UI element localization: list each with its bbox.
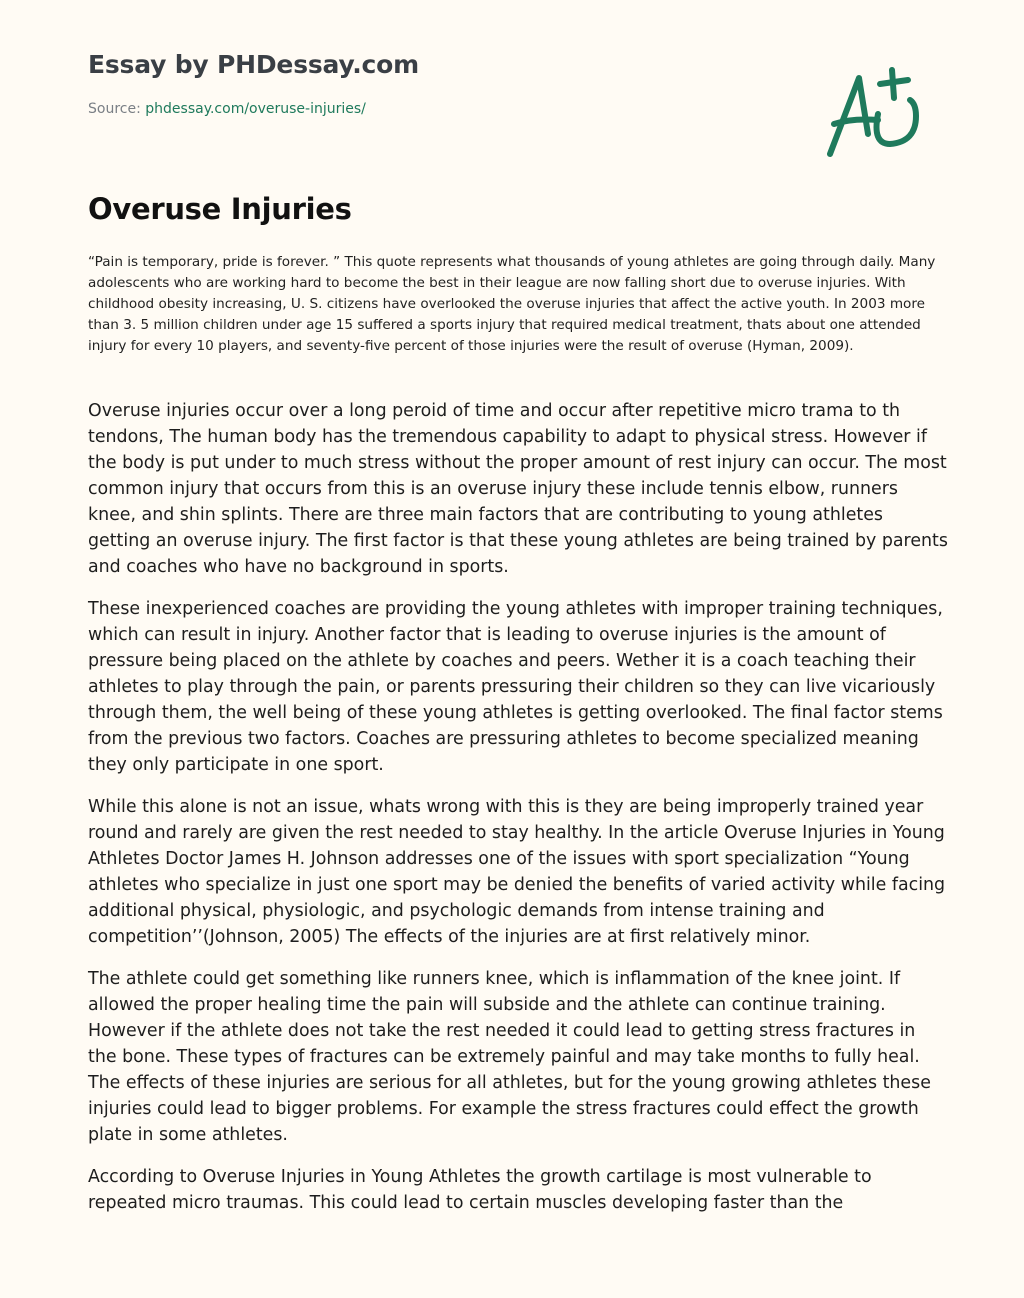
essay-intro: “Pain is temporary, pride is forever. ” This quote represents what thousands of young athletes are going through daily. Many adolescents who are working hard to become the best in their league are now falling short due to overuse injuries. With childhood obesity increasing, U. S. citizens have overlooked the overuse injuries that affect the active youth. In 2003 more than 3. 5 million children under age 15 suffered a sports injury that required medical treatment, thats about one attended injury for every 10 players, and seventy-five percent of those injuries were the result of overuse (Hyman, 2009). <box>88 254 936 354</box>
source-label: Source: <box>88 101 146 117</box>
source-line <box>88 101 366 117</box>
essay-paragraph: The athlete could get something like runners knee, which is inflammation of the knee joint. If allowed the proper healing time the pain will subside and the athlete can continue training. However if the athlete does not take the rest needed it could lead to getting stress fractures in the bone. These types of fractures can be extremely painful and may take months to fully heal. The effects of these injuries are serious for all athletes, but for the young growing athletes these injuries could lead to bigger problems. For example the stress fractures could effect the growth plate in some athletes. <box>88 969 931 1145</box>
a-plus-grade-icon <box>824 64 928 160</box>
site-title: Essay by PHDessay.com <box>88 50 419 79</box>
essay-body <box>88 398 948 1232</box>
essay-title: Overuse Injuries <box>88 192 352 226</box>
essay-paragraph: These inexperienced coaches are providing the young athletes with improper training techniques, which can result in injury. Another factor that is leading to overuse injuries is the amount of pressure being placed on the athlete by coaches and peers. Wether it is a coach teaching their athletes to play through the pain, or parents pressuring their children so they can live vicariously through them, the well being of these young athletes is getting overlooked. The final factor stems from the previous two factors. Coaches are pressuring athletes to become specialized meaning they only participate in one sport. <box>88 599 943 775</box>
source-link[interactable]: phdessay.com/overuse-injuries/ <box>145 101 366 117</box>
essay-paragraph: Overuse injuries occur over a long peroid of time and occur after repetitive micro trama to th tendons, The human body has the tremendous capability to adapt to physical stress. However if the body is put under to much stress without the proper amount of rest injury can occur. The most common injury that occurs from this is an overuse injury these include tennis elbow, runners knee, and shin splints. There are three main factors that are contributing to young athletes getting an overuse injury. The first factor is that these young athletes are being trained by parents and coaches who have no background in sports. <box>88 401 948 577</box>
essay-paragraph: According to Overuse Injuries in Young Athletes the growth cartilage is most vulnerable to repeated micro traumas. This could lead to certain muscles developing faster than the <box>88 1167 872 1213</box>
content-cutoff <box>0 1252 1024 1298</box>
essay-paragraph: While this alone is not an issue, whats wrong with this is they are being improperly trained year round and rarely are given the rest needed to stay healthy. In the article Overuse Injuries in Young Athletes Doctor James H. Johnson addresses one of the issues with sport specialization “Young athletes who specialize in just one sport may be denied the benefits of varied activity while facing additional physical, physiologic, and psychologic demands from intense training and competition’’(Johnson, 2005) The effects of the injuries are at first relatively minor. <box>88 797 946 947</box>
